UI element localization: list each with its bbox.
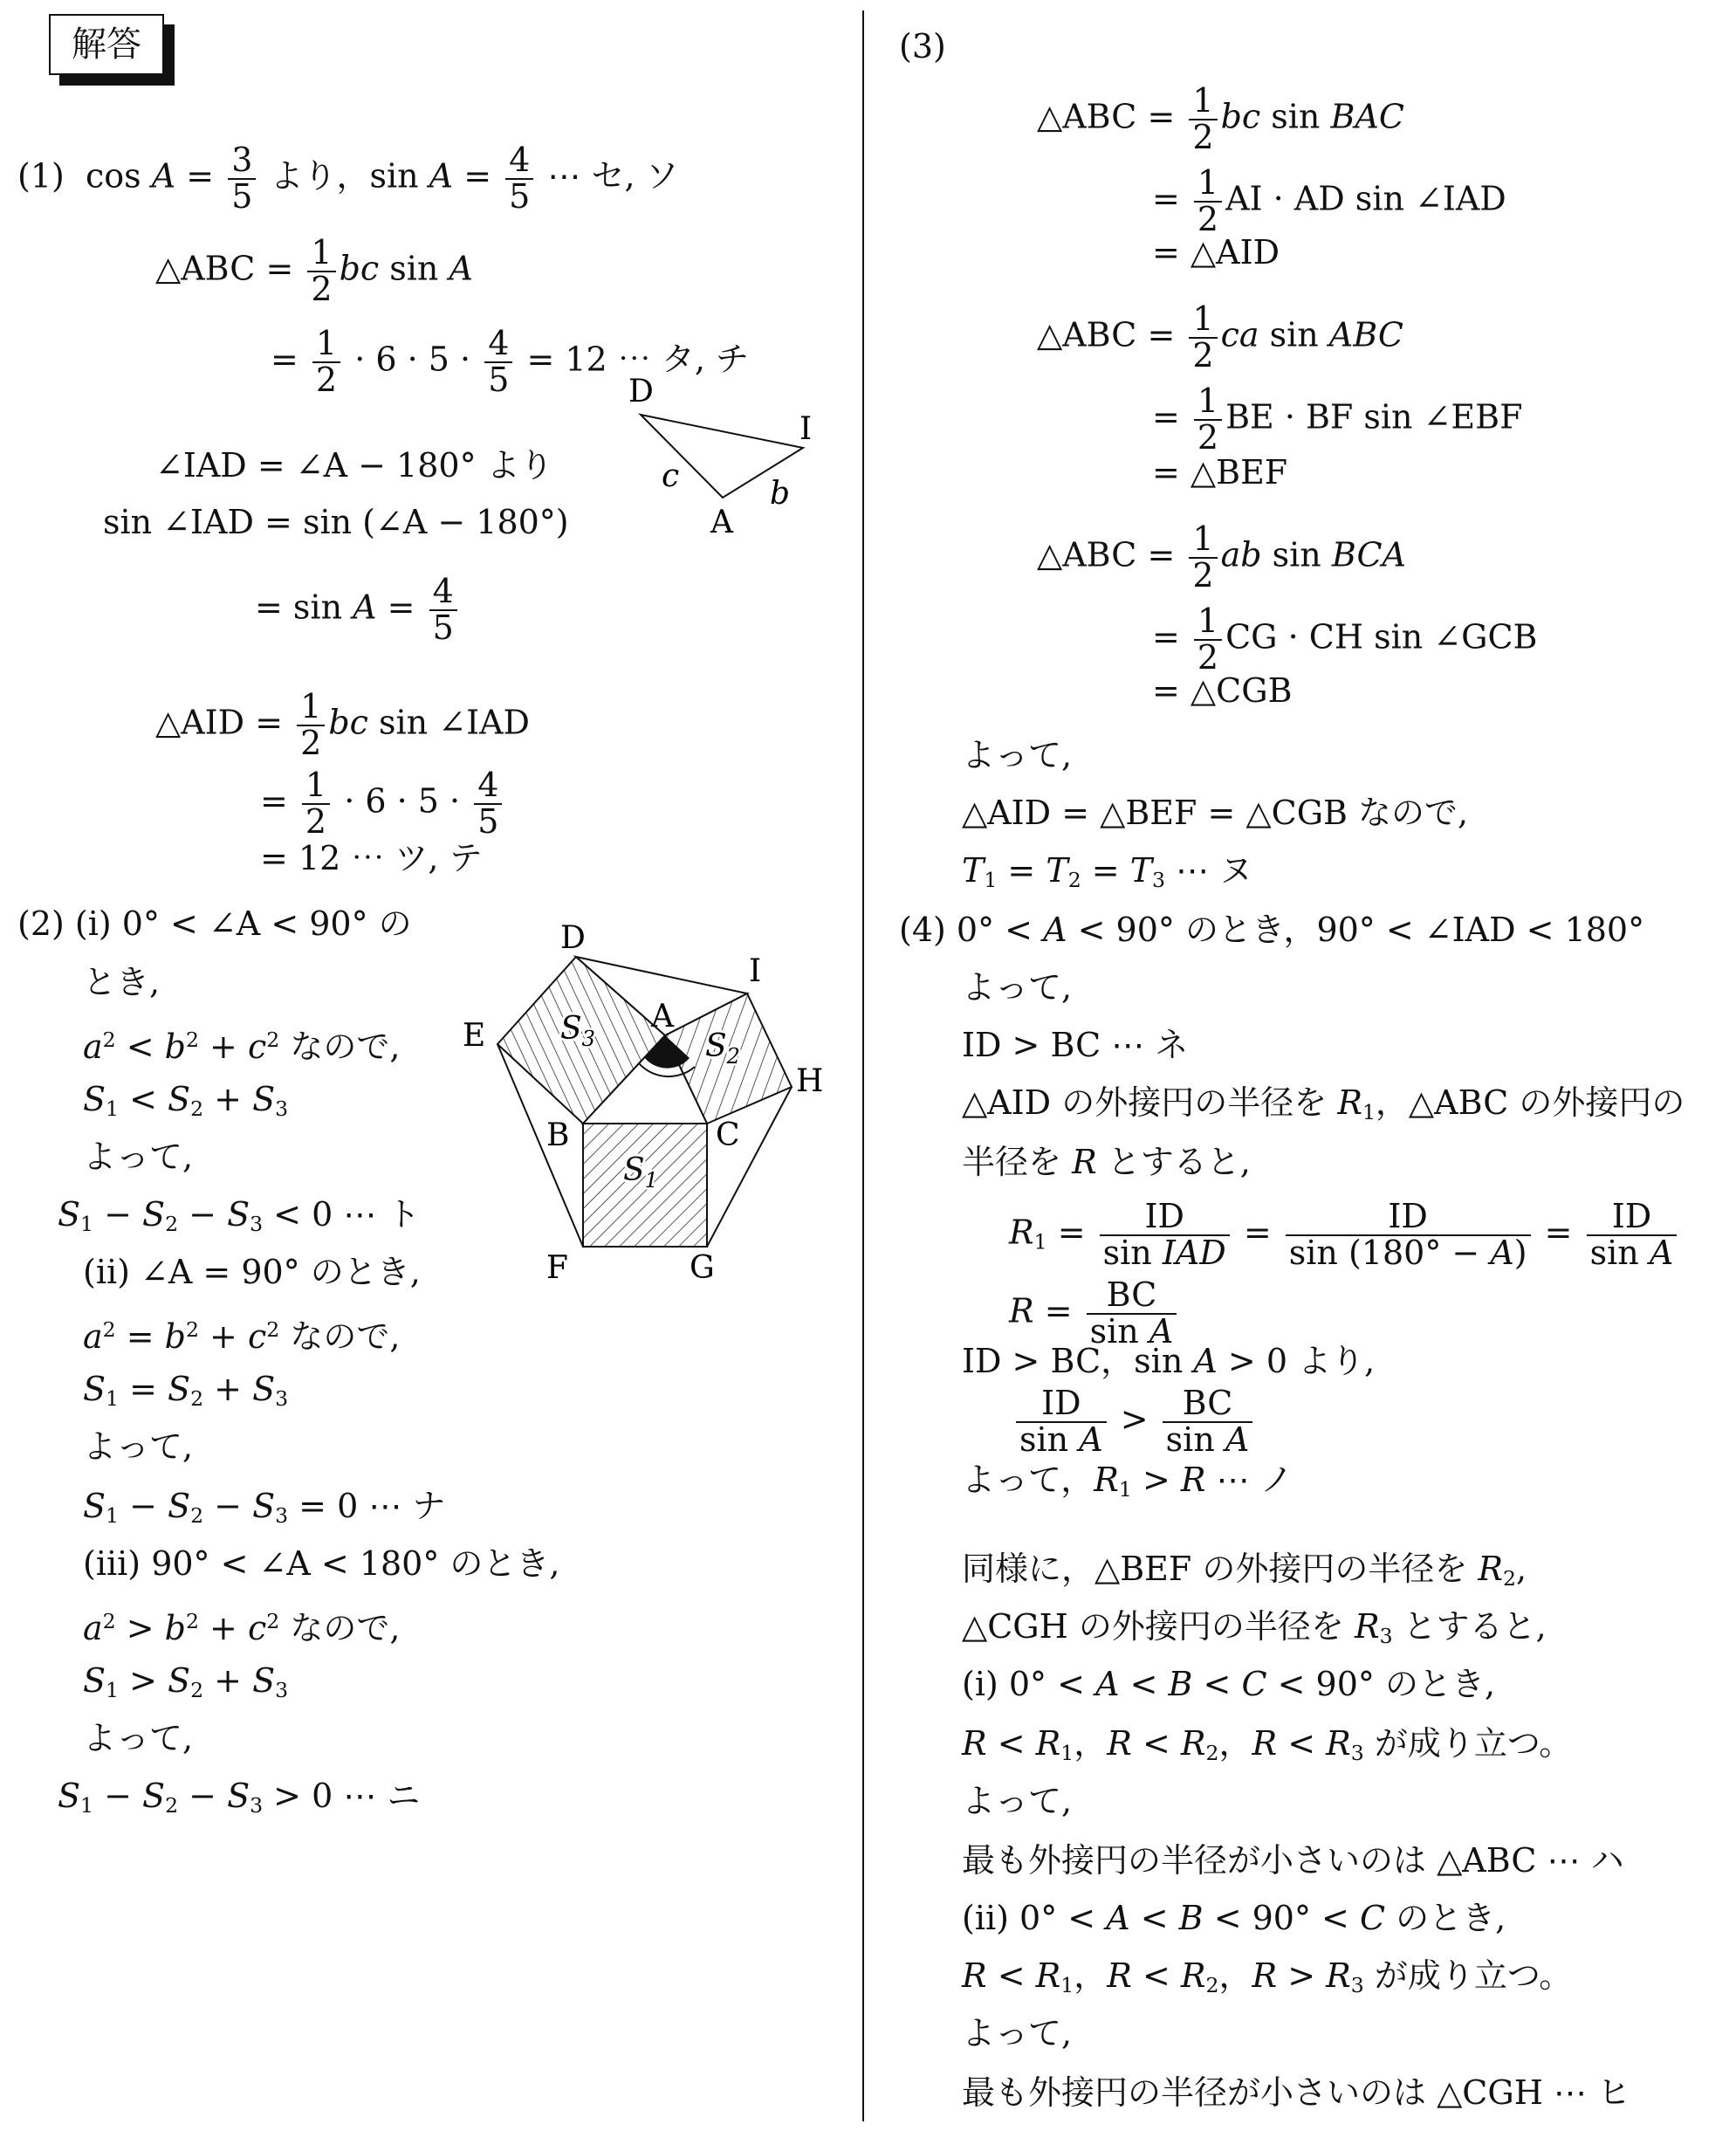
q2-i-yotte: よって, — [83, 1138, 194, 1176]
q4-l15: よって, — [962, 1782, 1073, 1820]
fraction-3-5: $\frac{3}{5}$ — [228, 143, 256, 215]
answer-title: 解答 — [49, 14, 164, 75]
q1-line3: = $\frac{1}{2}$ · 6 · 5 · $\frac{4}{5}$ = 12 ⋯ タ, チ — [271, 324, 750, 399]
q2-i-cond: $a^2 < b^2 + c^2$ なので, — [83, 1027, 401, 1066]
q4-l4: △AID の外接円の半径を $R_1$，△ABC の外接円の — [962, 1083, 1685, 1124]
q3-yotte: よって, — [962, 736, 1073, 774]
q4-l10: よって，$R_1 > R$ ⋯ ノ — [962, 1461, 1293, 1502]
q4-l16: 最も外接円の半径が小さいのは △ABC ⋯ ハ — [962, 1841, 1624, 1880]
q2-iii-head: (iii) 90° < ∠A < 180° のとき, — [83, 1544, 560, 1583]
q2-i-rel: $S_1 < S_2 + S_3$ — [83, 1080, 289, 1121]
q1-line9: = 12 ⋯ ツ, テ — [260, 839, 483, 877]
pent-c-label: C — [716, 1117, 740, 1153]
q2-iii-cond: $a^2 > b^2 + c^2$ なので, — [83, 1608, 401, 1647]
triangle-dai-diagram — [620, 371, 829, 546]
q1-line2: △ABC = $\frac{1}{2}$ bc sin A — [155, 233, 473, 308]
pent-h-label: H — [796, 1063, 824, 1099]
q2-iii-rel: $S_1 > S_2 + S_3$ — [83, 1661, 289, 1702]
q4-l12: △CGH の外接円の半径を $R_3$ とすると, — [962, 1607, 1547, 1648]
q1-line7: △AID = $\frac{1}{2}$ bc sin ∠IAD — [155, 687, 530, 762]
q1-number: (1) — [17, 156, 65, 196]
q2-i-toki: とき, — [83, 963, 161, 1001]
q4-l5: 半径を R とすると, — [962, 1143, 1251, 1181]
q4-l11: 同様に，△BEF の外接円の半径を $R_2$, — [962, 1550, 1527, 1591]
q2-ii-head: (ii) ∠A = 90° のとき, — [83, 1253, 421, 1291]
q4-l14: $R < R_1$，$R < R_2$，$R < R_3$ が成り立つ。 — [962, 1724, 1573, 1765]
q1-line5: sin ∠IAD = sin (∠A − 180°) — [103, 503, 569, 541]
side-b-label: b — [770, 476, 791, 512]
pentagon-squares-diagram — [454, 908, 838, 1292]
q4-l13: (i) 0° < A < B < C < 90° のとき, — [962, 1665, 1496, 1703]
q4-l6: $R_1$ = $\frac{ID}{\text{sin IAD}}$ = $\frac{ID}{\sin (180^\circ - A)}$ = $\frac{ID}{\text{sin A}}$ — [1009, 1200, 1680, 1271]
q4-l3: ID > BC ⋯ ネ — [962, 1026, 1189, 1064]
pent-g-label: G — [690, 1250, 715, 1286]
q2-i-head: (2) (i) 0° < ∠A < 90° の — [17, 904, 412, 943]
q4-l18: $R < R_1$，$R < R_2$，$R > R_3$ が成り立つ。 — [962, 1956, 1573, 1997]
q4-l8: ID > BC，sin A > 0 より, — [962, 1342, 1376, 1380]
q1-line8: = $\frac{1}{2}$ · 6 · 5 · $\frac{4}{5}$ — [260, 768, 505, 840]
q3-l1: △ABC = $\frac{1}{2}$ bc sin BAC — [1037, 81, 1404, 156]
q4-l19: よって, — [962, 2014, 1073, 2052]
pent-e-label: E — [463, 1018, 486, 1054]
q4-l9: $\frac{ID}{\text{sin A}}$ > $\frac{BC}{\text{sin A}}$ — [1012, 1386, 1256, 1458]
q3-l9: = △CGB — [1152, 671, 1293, 710]
q1-line4: ∠IAD = ∠A − 180° より — [155, 446, 553, 485]
q3-l7: △ABC = $\frac{1}{2}$ ab sin BCA — [1037, 519, 1406, 595]
q3-label: (3) — [899, 27, 946, 65]
q2-ii-cond: $a^2 = b^2 + c^2$ なので, — [83, 1316, 401, 1356]
pent-a-label: A — [651, 999, 674, 1035]
q3-l8: = $\frac{1}{2}$ CG · CH sin ∠GCB — [1152, 601, 1538, 677]
q1-line1: (1) cos A = $\frac{3}{5}$ より，sin A = $\frac{4}{5}$ ⋯ セ, ソ — [17, 141, 679, 216]
q2-ii-res: $S_1 - S_2 - S_3 = 0$ ⋯ ナ — [83, 1487, 446, 1528]
column-divider — [862, 10, 864, 2121]
q3-l6: = △BEF — [1152, 453, 1288, 492]
q3-eq: △AID = △BEF = △CGB なので, — [962, 794, 1469, 832]
q3-res: $T_1 = T_2 = T_3$ ⋯ ヌ — [962, 851, 1253, 892]
q2-iii-yotte: よって, — [83, 1719, 194, 1757]
q2-iii-res: $S_1 - S_2 - S_3 > 0$ ⋯ ニ — [58, 1777, 421, 1818]
q1-line6: = sin A = $\frac{4}{5}$ — [255, 574, 461, 646]
q3-l3: = △AID — [1152, 233, 1280, 272]
side-c-label: c — [662, 458, 680, 494]
pent-f-label: F — [546, 1250, 568, 1286]
q4-l7: R = $\frac{BC}{\text{sin A}}$ — [1009, 1278, 1180, 1350]
point-d-label: D — [628, 374, 654, 409]
area-s2-label: $S_2$ — [705, 1028, 740, 1069]
pent-d-label: D — [560, 920, 586, 956]
point-a-label: A — [710, 505, 733, 540]
pent-b-label: B — [546, 1117, 570, 1153]
pent-i-label: I — [749, 953, 762, 989]
q3-l4: △ABC = $\frac{1}{2}$ ca sin ABC — [1037, 299, 1403, 375]
area-s3-label: $S_3$ — [560, 1011, 595, 1051]
q4-l17: (ii) 0° < A < B < 90° < C のとき, — [962, 1899, 1506, 1937]
fraction-4-5: $\frac{4}{5}$ — [505, 143, 533, 215]
q4-l2: よって, — [962, 968, 1073, 1007]
q3-l2: = $\frac{1}{2}$ AI · AD sin ∠IAD — [1152, 163, 1506, 238]
q2-ii-rel: $S_1 = S_2 + S_3$ — [83, 1370, 289, 1411]
q2-i-res: $S_1 - S_2 - S_3 < 0$ ⋯ ト — [58, 1195, 421, 1236]
q3-l5: = $\frac{1}{2}$ BE · BF sin ∠EBF — [1152, 382, 1523, 457]
point-i-label: I — [799, 411, 813, 447]
q2-ii-yotte: よって, — [83, 1427, 194, 1466]
area-s1-label: $S_1$ — [623, 1152, 658, 1193]
q4-l1: (4) 0° < A < 90° のとき，90° < ∠IAD < 180° — [899, 911, 1645, 949]
q4-l20: 最も外接円の半径が小さいのは △CGH ⋯ ヒ — [962, 2073, 1631, 2112]
